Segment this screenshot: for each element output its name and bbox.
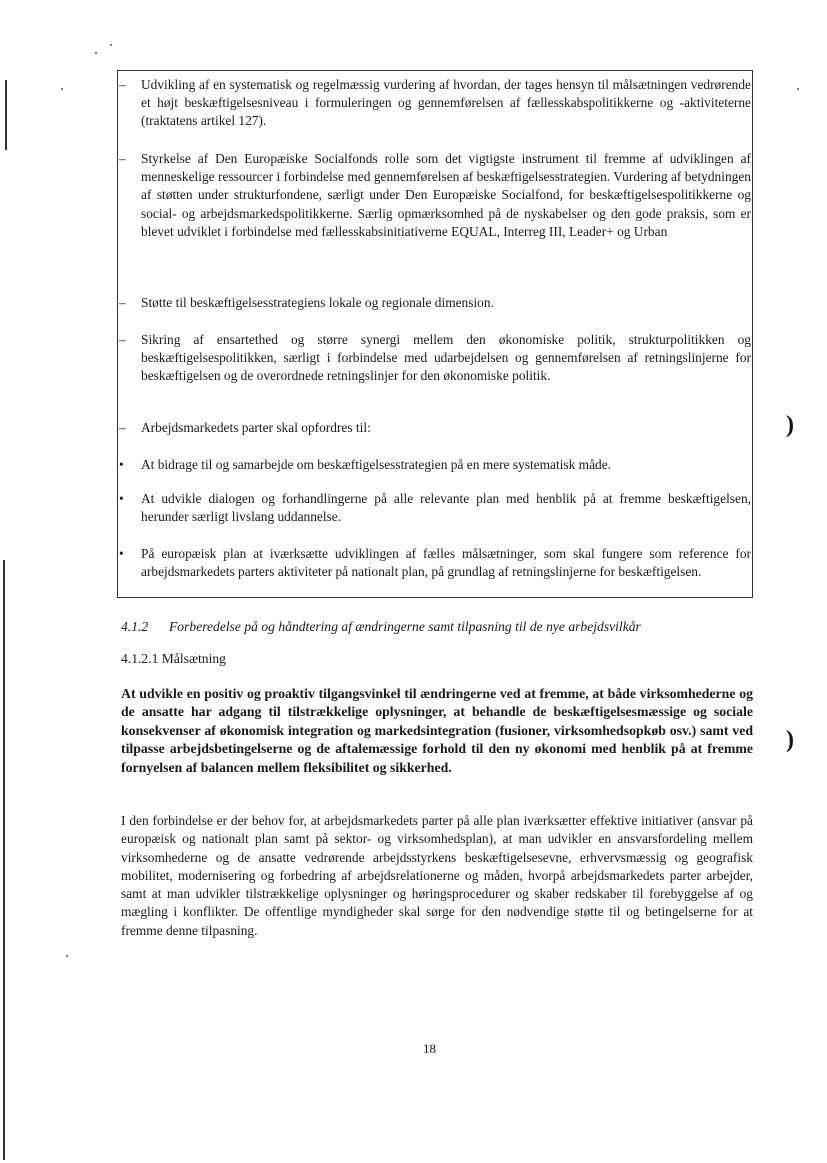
body-paragraph: I den forbindelse er der behov for, at arbejdsmarkedets parter på alle plan iværksætter effektive initiativer (ansvar på europæisk og nationalt plan samt på sektor- og virksomhedsplan), at man udvikler en ansvarsfordeling mellem virksomhederne og de ansatte vedrørende arbejdsstyrkens beskæftigelsesevne, erhvervsmæssig og geografisk mobilitet, modernisering og forbedring af arbejdsrelationerne og måden, hvorpå arbejdsmarkedets parter arbejder, samt at man udvikler tilstrækkelige oplysninger og høringsprocedurer og skaber redskaber til forebyggelse af og mægling i konflikter. De offentlige myndigheder skal sørge for den nødvendige støtte til og betingelserne for at fremme denne tilpasning. [121,813,753,938]
scan-edge-line [5,80,7,150]
dash-marker: – [119,295,126,310]
list-item [117,490,753,526]
list-item [117,76,753,131]
list-item-text: Støtte til beskæftigelsesstrategiens lokale og regionale dimension. [141,295,494,310]
bullet-marker: • [119,546,124,561]
list-item-text: På europæisk plan at iværksætte udviklingen af fælles målsætninger, som skal fungere som reference for arbejdsmarkedets parters aktiviteter på nationalt plan, på grundlag af retningslinjerne for beskæftigelsen. [141,546,751,580]
dash-marker: – [119,77,126,92]
list-item [117,419,753,437]
dash-marker: – [119,151,126,166]
section-number: 4.1.2 [121,619,149,634]
objective-paragraph: At udvikle en positiv og proaktiv tilgangsvinkel til ændringerne ved at fremme, at både virksomhederne og de ansatte har adgang til tilstrækkelige oplysninger, at behandle de beskæftigelsesmæssige og sociale konsekvenser af økonomisk integration og markedsintegration (fusioner, virksomhedsopkøb osv.) samt ved tilpasse arbejdsbetingelserne og de aftalemæssige forhold til den ny økonomi med henblik på at fremme fornyelsen af balancen mellem fleksibilitet og sikkerhed. [121,686,753,775]
list-item-text: Arbejdsmarkedets parter skal opfordres til: [141,420,371,435]
list-item [117,294,753,312]
scan-speck [110,44,112,46]
list-item-text: Sikring af ensartethed og større synergi mellem den økonomiske politik, strukturpolitikken og beskæftigelsespolitikken, særligt i forbindelse med udarbejdelsen og gennemførelsen af retningslinjerne for beskæftigelsen og de overordnede retningslinjer for den økonomiske politik. [141,332,751,384]
bullet-marker: • [119,457,124,472]
margin-bracket-mark: ) [786,727,794,753]
subsection-heading: 4.1.2.1 Målsætning [121,651,226,666]
list-item [117,150,753,241]
section-title: Forberedelse på og håndtering af ændringerne samt tilpasning til de nye arbejdsvilkår [169,619,641,634]
scan-speck [61,88,63,90]
page-number: 18 [423,1041,436,1056]
dash-marker: – [119,420,126,435]
scan-speck [95,52,97,54]
scan-speck [66,955,68,957]
scan-edge-line [3,560,5,1160]
list-item-text: At udvikle dialogen og forhandlingerne på alle relevante plan med henblik på at fremme beskæftigelsen, herunder særligt livslang uddannelse. [141,491,751,525]
margin-bracket-mark: ) [786,412,794,438]
list-item-text: Udvikling af en systematisk og regelmæssig vurdering af hvordan, der tages hensyn til målsætningen vedrørende et højt beskæftigelsesniveau i formuleringen og gennemførelsen af fællesskabspolitikkerne og -aktiviteterne (traktatens artikel 127). [141,77,751,129]
list-item [117,456,753,474]
list-item-text: Styrkelse af Den Europæiske Socialfonds rolle som det vigtigste instrument til fremme af udviklingen af menneskelige ressourcer i forbindelse med gennemførelsen af beskæftigelsesstrategien. Vurdering af betydningen af støtten under strukturfondene, særligt under Den Europæiske Socialfond, for beskæftigelsespolitikkerne og social- og arbejdsmarkedspolitikkerne. Særlig opmærksomhed på de nyskabelser og den gode praksis, som er blevet udviklet i forbindelse med fællesskabsinitiativerne EQUAL, Interreg III, Leader+ og Urban [141,151,751,239]
list-item-text: At bidrage til og samarbejde om beskæftigelsesstrategien på en mere systematisk måde. [141,457,612,472]
section-heading [121,619,641,635]
bullet-marker: • [119,491,124,506]
list-item [117,331,753,386]
scan-speck [797,88,799,90]
list-item [117,545,753,581]
dash-marker: – [119,332,126,347]
